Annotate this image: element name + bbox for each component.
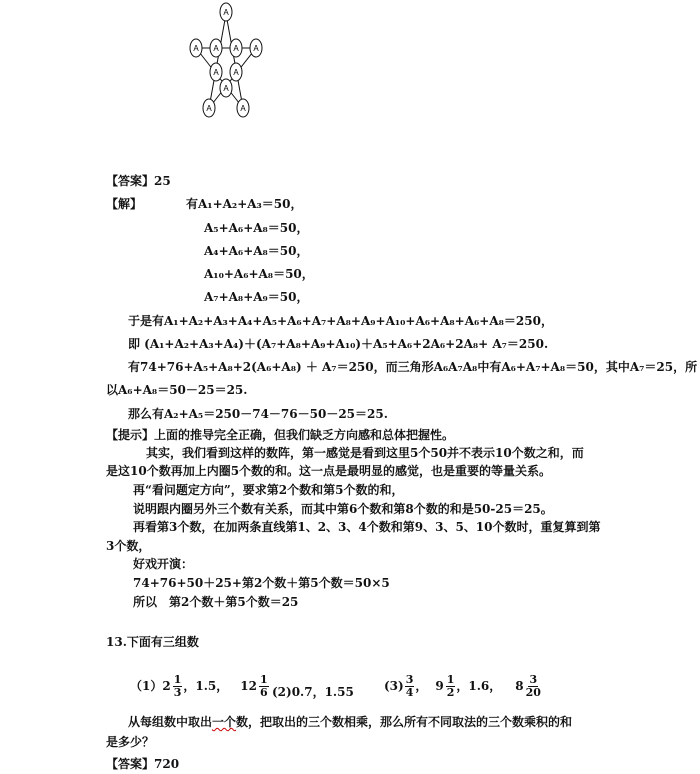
figure-node-label: A (240, 104, 246, 113)
solution-line-1: 有A₁+A₂+A₃＝50， (186, 197, 303, 211)
hint-line-6: 再看第3个数，在加两条直线第1、2、3、4个数和第9、3、5、10个数时，重复算到第 (133, 520, 601, 534)
solution-line-6: 于是有A₁+A₂+A₃+A₄+A₅+A₆+A₇+A₈+A₉+A₁₀+A₆+A₈+A₆+A₈＝250， (128, 314, 553, 328)
figure-node-label: A (213, 68, 219, 77)
question-13-group-2: (2)0.7，1.55 (272, 685, 354, 699)
figure-node-label: A (213, 44, 219, 53)
answer-2 (106, 756, 179, 772)
hint-line-1: 【提示】上面的推导完全正确，但我们缺乏方向感和总体把握性。 (106, 428, 455, 442)
figure-node-label: A (206, 104, 212, 113)
fraction: $\frac{3}{4}$ (405, 672, 414, 699)
question-13-text-line-2: 是多少？ (106, 735, 155, 749)
solution-line-2: A₅+A₆+A₈＝50， (204, 221, 309, 235)
hint-line-7: 3个数， (106, 539, 151, 553)
figure-node-label: A (233, 44, 239, 53)
solution-line-10: 那么有A₂+A₅＝250－74－76－50－25＝25. (128, 407, 388, 421)
hint-line-2: 其实，我们看到这样的数阵，第一感觉是看到这里5个50并不表示10个数之和，而 (146, 446, 584, 460)
solution-line-4: A₁₀+A₆+A₈＝50， (204, 267, 314, 281)
figure-node-label: A (223, 8, 229, 17)
hint-line-5: 说明跟内圈另外三个数有关系，而其中第6个数和第8个数的和是50-25＝25。 (133, 502, 553, 516)
hint-line-10: 所以 第2个数＋第5个数＝25 (133, 595, 299, 609)
question-13-group-3: (3) $\frac{3}{4}$ ， 9 $\frac{1}{2}$ ，1.6， 8 $\frac{3}{20}$ (384, 672, 541, 699)
solution-line-5: A₇+A₈+A₉＝50， (204, 290, 309, 304)
hint-line-4: 再“看问题定方向”，要求第2个数和第5个数的和， (133, 483, 404, 497)
figure-node-label: A (223, 84, 229, 93)
hint-bracket: 【提示】 (106, 428, 155, 442)
answer-1-value: 25 (154, 174, 171, 188)
figure-node-label: A (193, 44, 199, 53)
solution-line-7: 即 (A₁+A₂+A₃+A₄)＋(A₇+A₈+A₉+A₁₀)＋A₅+A₆+2A₆+2A₈+ A₇＝250. (128, 337, 549, 351)
question-13-text-line-1: 从每组数中取出一个数，把取出的三个数相乘，那么所有不同取法的三个数乘积的和 (128, 715, 573, 729)
answer-1-bracket: 【答案】 (106, 174, 155, 188)
mixed-number: 8 $\frac{3}{20}$ (515, 672, 541, 699)
question-13-title: 13.下面有三组数 (106, 635, 199, 649)
mixed-number: 9 $\frac{1}{2}$ (435, 672, 455, 699)
hint-line-9: 74+76+50＋25+第2个数＋第5个数＝50×5 (133, 576, 390, 590)
answer-1 (106, 173, 171, 189)
answer-2-bracket: 【答案】 (106, 757, 155, 771)
question-13-group-1: （1） 2 $\frac{1}{3}$ ，1.5， 12 $\frac{1}{6}$ (130, 672, 268, 699)
answer-2-value: 720 (154, 757, 180, 771)
figure-node-label: A (253, 44, 259, 53)
solution-bracket: 【解】 (106, 197, 143, 211)
solution-line-8: 有74+76+A₅+A₈+2(A₆+A₈) ＋ A₇＝250，而三角形A₆A₇A₈中有A₆+A₇+A₈＝50，其中A₇＝25，所 (128, 360, 698, 374)
mixed-number: 12 $\frac{1}{6}$ (240, 672, 268, 699)
solution-line-9: 以A₆+A₈＝50－25＝25. (106, 383, 248, 397)
solution-line-3: A₄+A₆+A₈＝50， (204, 244, 309, 258)
hint-line-3: 是这10个数再加上内圈5个数的和。这一点是最明显的感觉，也是重要的等量关系。 (106, 464, 552, 478)
mixed-number: 2 $\frac{1}{3}$ (162, 672, 182, 699)
pentagram-figure (0, 0, 700, 130)
figure-node-label: A (233, 68, 239, 77)
hint-line-8: 好戏开演： (133, 557, 194, 571)
